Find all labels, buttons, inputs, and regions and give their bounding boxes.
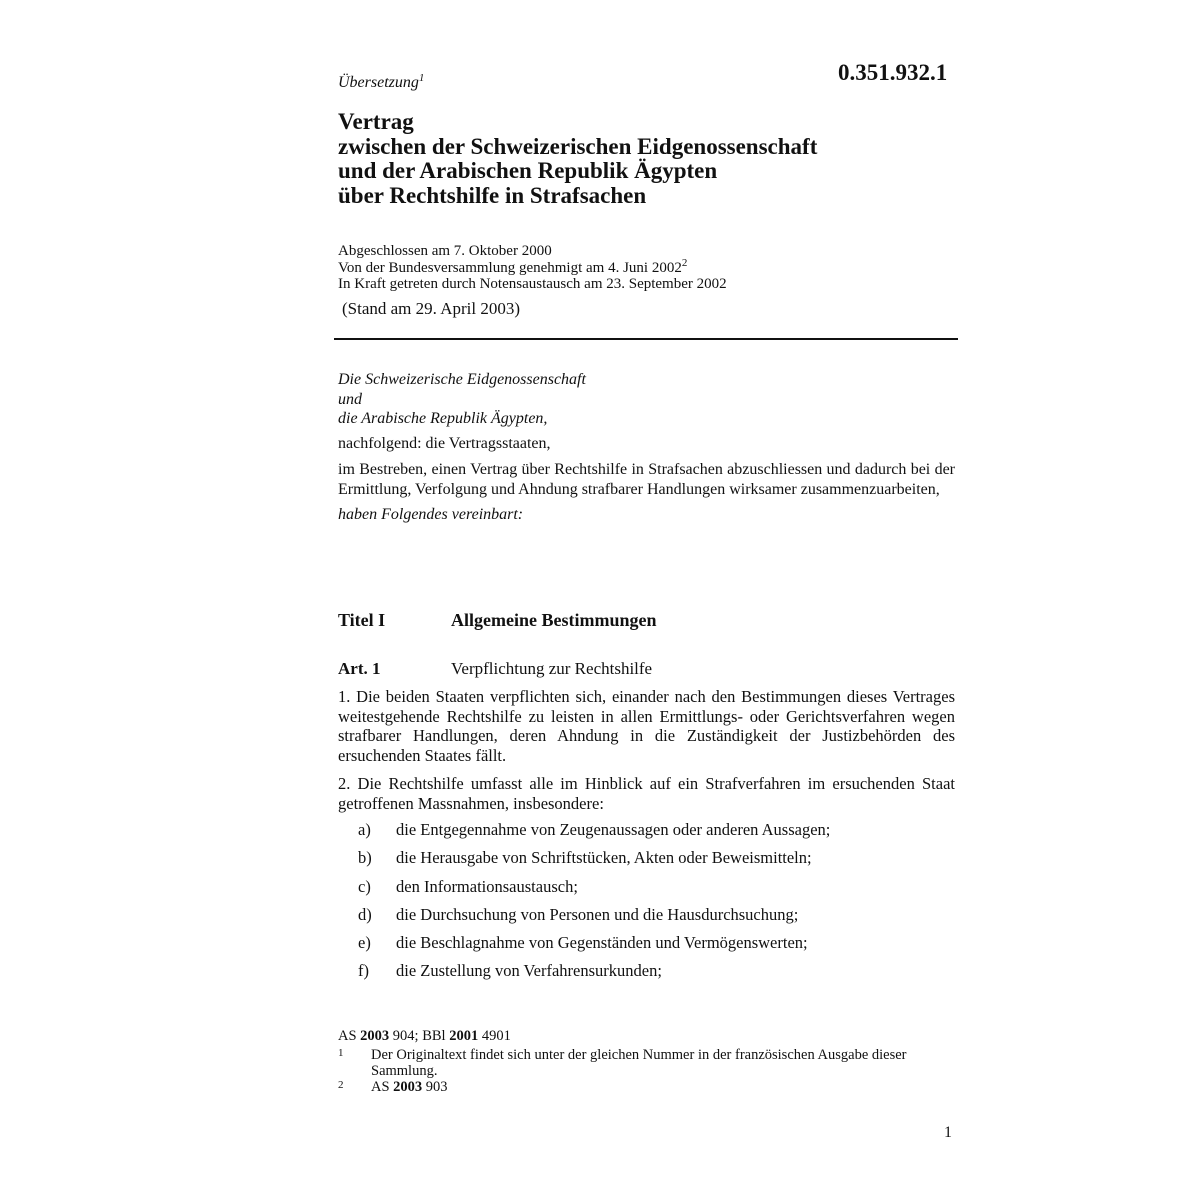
- treaty-title-line: zwischen der Schweizerischen Eidgenossenschaft: [338, 133, 818, 159]
- footnote-2: [338, 1079, 958, 1095]
- document-number: 0.351.932.1: [838, 60, 948, 85]
- source-reference: [338, 1028, 958, 1044]
- list-item-text: die Durchsuchung von Personen und die Hausdurchsuchung;: [396, 904, 799, 924]
- section-title: Allgemeine Bestimmungen: [451, 610, 657, 630]
- footnotes: [338, 1028, 958, 1095]
- article-heading: [338, 659, 652, 679]
- treaty-dates: [338, 243, 727, 293]
- translation-label: [338, 74, 424, 92]
- source-as-year: 2003: [360, 1028, 390, 1044]
- source-as-page: 904; BBl: [392, 1028, 446, 1044]
- footnote-2-as: AS: [371, 1079, 390, 1095]
- section-number: Titel I: [338, 610, 386, 630]
- header-divider: [334, 338, 958, 340]
- list-marker: e): [358, 933, 371, 953]
- approval-date: [338, 256, 727, 277]
- preamble: [338, 370, 955, 525]
- preamble-party-1: Die Schweizerische Eidgenossenschaft: [338, 371, 586, 388]
- status-date: (Stand am 29. April 2003): [342, 299, 521, 318]
- in-force-date: In Kraft getreten durch Notensaustausch am 23. September 2002: [338, 276, 727, 292]
- preamble-hereafter: nachfolgend: die Vertragsstaaten,: [338, 434, 551, 452]
- list-marker: d): [358, 904, 372, 924]
- list-item-text: die Zustellung von Verfahrensurkunden;: [396, 961, 662, 981]
- treaty-title-line: über Rechtshilfe in Strafsachen: [338, 182, 647, 208]
- list-item: [338, 873, 955, 901]
- preamble-conjunction: und: [338, 390, 362, 408]
- list-marker: b): [358, 848, 372, 868]
- footnote-2-marker: 2: [338, 1079, 344, 1091]
- source-as-label: AS: [338, 1028, 357, 1044]
- preamble-purpose: im Bestreben, einen Vertrag über Rechtshilfe in Strafsachen abzuschliessen und dadurch bei der Ermittlung, Verfolgung und Ahndung strafbarer Handlungen wirksamer zusammenzuarbeiten,: [338, 461, 955, 498]
- list-item: [338, 957, 955, 985]
- footnote-1-marker: 1: [338, 1047, 344, 1059]
- list-item: [338, 901, 955, 929]
- list-marker: f): [358, 961, 369, 981]
- page-number: 1: [944, 1124, 952, 1141]
- treaty-title: [338, 110, 817, 208]
- list-item-text: die Entgegennahme von Zeugenaussagen oder anderen Aussagen;: [396, 820, 831, 839]
- list-item-text: den Informationsaustausch;: [396, 876, 578, 896]
- article-paragraph-1: 1. Die beiden Staaten verpflichten sich, einander nach den Bestimmungen dieses Vertrages weitestgehende Rechtshilfe zu leisten in allen Ermittlungs- oder Gerichtsverfahren wegen strafbarer Handlungen, deren Ahndung in die Zuständigkeit der Justizbehörden des ersuchenden Staates fällt.: [338, 687, 955, 765]
- list-marker: c): [358, 876, 371, 896]
- footnote-1-text: Der Originaltext findet sich unter der gleichen Nummer in der französischen Ausgabe dieser Sammlung.: [371, 1047, 907, 1079]
- list-item-text: die Beschlagnahme von Gegenständen und Vermögenswerten;: [396, 933, 808, 953]
- list-item: [338, 816, 955, 844]
- source-bbl-page: 4901: [481, 1028, 511, 1044]
- measures-list: [338, 816, 955, 986]
- concluded-date: Abgeschlossen am 7. Oktober 2000: [338, 243, 552, 259]
- list-item: [338, 844, 955, 872]
- footnote-ref-2[interactable]: 2: [681, 256, 688, 269]
- list-item-text: die Herausgabe von Schriftstücken, Akten oder Beweismitteln;: [396, 848, 812, 868]
- footnote-2-year: 2003: [393, 1079, 423, 1095]
- article-number: Art. 1: [338, 659, 381, 678]
- translation-label-text: Übersetzung: [338, 74, 419, 91]
- list-marker: a): [358, 820, 371, 839]
- footnote-1: [338, 1047, 961, 1079]
- article-title: Verpflichtung zur Rechtshilfe: [451, 659, 653, 678]
- treaty-title-line: Vertrag: [338, 109, 414, 134]
- source-bbl-year: 2001: [449, 1028, 479, 1044]
- preamble-party-2: die Arabische Republik Ägypten,: [338, 410, 548, 427]
- preamble-agreed: haben Folgendes vereinbart:: [338, 506, 524, 523]
- footnote-2-page: 903: [425, 1079, 448, 1095]
- section-heading: [338, 610, 656, 631]
- footnote-ref-1[interactable]: 1: [418, 72, 425, 84]
- article-body: [338, 687, 955, 986]
- list-item: [338, 929, 955, 957]
- article-paragraph-2: 2. Die Rechtshilfe umfasst alle im Hinblick auf ein Strafverfahren im ersuchenden Staat getroffenen Massnahmen, insbesondere:: [338, 774, 955, 813]
- treaty-title-line: und der Arabischen Republik Ägypten: [338, 158, 718, 183]
- approval-date-text: Von der Bundesversammlung genehmigt am 4. Juni 2002: [338, 259, 682, 276]
